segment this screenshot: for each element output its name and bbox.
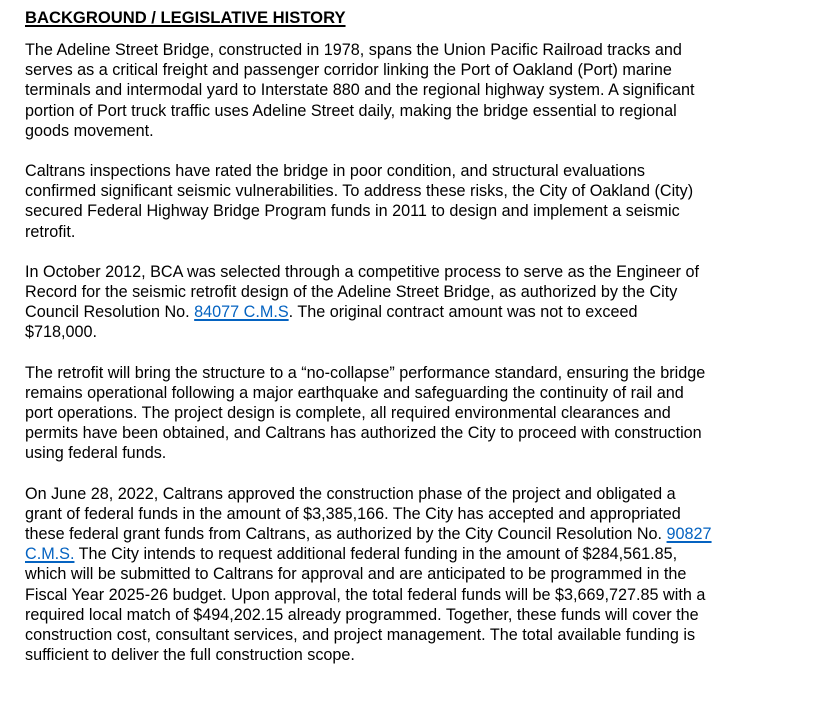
text-line: On June 28, 2022, Caltrans approved the construction phase of the project and obligated a [25, 484, 676, 503]
text-line: construction cost, consultant services, and project management. The total available funding is [25, 626, 696, 645]
paragraph-funding [25, 484, 805, 666]
text-segment: these federal grant funds from Caltrans, as authorized by the City Council Resolution No. [25, 525, 667, 544]
text-line: permits have been obtained, and Caltrans has authorized the City to proceed with construction [25, 424, 702, 443]
text-line [25, 524, 805, 544]
text-line: goods movement. [25, 121, 154, 140]
text-line: retrofit. [25, 222, 76, 241]
text-line: confirmed significant seismic vulnerabilities. To address these risks, the City of Oakland (City) [25, 182, 694, 201]
text-line: portion of Port truck traffic uses Adeline Street daily, making the bridge essential to regional [25, 101, 677, 120]
paragraph-inspections [25, 161, 805, 242]
text-line [25, 544, 805, 564]
resolution-90827-link-continued[interactable]: C.M.S. [25, 545, 75, 564]
text-line: serves as a critical freight and passenger corridor linking the Port of Oakland (Port) marine [25, 61, 672, 80]
text-line: grant of federal funds in the amount of $3,385,166. The City has accepted and appropriated [25, 504, 681, 523]
paragraph-bridge-overview [25, 40, 805, 141]
text-segment: The City intends to request additional federal funding in the amount of $284,561.85, [74, 545, 678, 564]
text-line: required local match of $494,202.15 already programmed. Together, these funds will cover the [25, 605, 699, 624]
text-segment: . The original contract amount was not to exceed [288, 303, 638, 322]
document-page [25, 8, 805, 685]
section-heading: BACKGROUND / LEGISLATIVE HISTORY [25, 8, 346, 27]
text-line: terminals and intermodal yard to Interstate 880 and the regional highway system. A significant [25, 81, 695, 100]
paragraph-bca-selection [25, 262, 805, 343]
resolution-90827-link[interactable]: 90827 [666, 525, 712, 544]
paragraph-retrofit-standard [25, 363, 805, 464]
text-line: which will be submitted to Caltrans for approval and are anticipated to be programmed in the [25, 565, 687, 584]
text-line: Record for the seismic retrofit design of the Adeline Street Bridge, as authorized by the City [25, 283, 678, 302]
text-line: $718,000. [25, 323, 98, 342]
text-line: The retrofit will bring the structure to a “no-collapse” performance standard, ensuring the bridge [25, 363, 706, 382]
text-line: sufficient to deliver the full construction scope. [25, 646, 355, 665]
text-line: port operations. The project design is complete, all required environmental clearances and [25, 404, 671, 423]
text-line: secured Federal Highway Bridge Program funds in 2011 to design and implement a seismic [25, 202, 680, 221]
resolution-84077-link[interactable]: 84077 C.M.S [194, 303, 289, 322]
text-line [25, 302, 805, 322]
text-line: The Adeline Street Bridge, constructed in 1978, spans the Union Pacific Railroad tracks and [25, 41, 682, 59]
text-line: In October 2012, BCA was selected through a competitive process to serve as the Engineer of [25, 262, 699, 281]
text-line: Caltrans inspections have rated the bridge in poor condition, and structural evaluations [25, 162, 645, 181]
text-segment: Council Resolution No. [25, 303, 195, 322]
text-line: Fiscal Year 2025-26 budget. Upon approval, the total federal funds will be $3,669,727.85 with a [25, 585, 706, 604]
text-line: using federal funds. [25, 444, 167, 463]
text-line: remains operational following a major earthquake and safeguarding the continuity of rail and [25, 383, 684, 402]
